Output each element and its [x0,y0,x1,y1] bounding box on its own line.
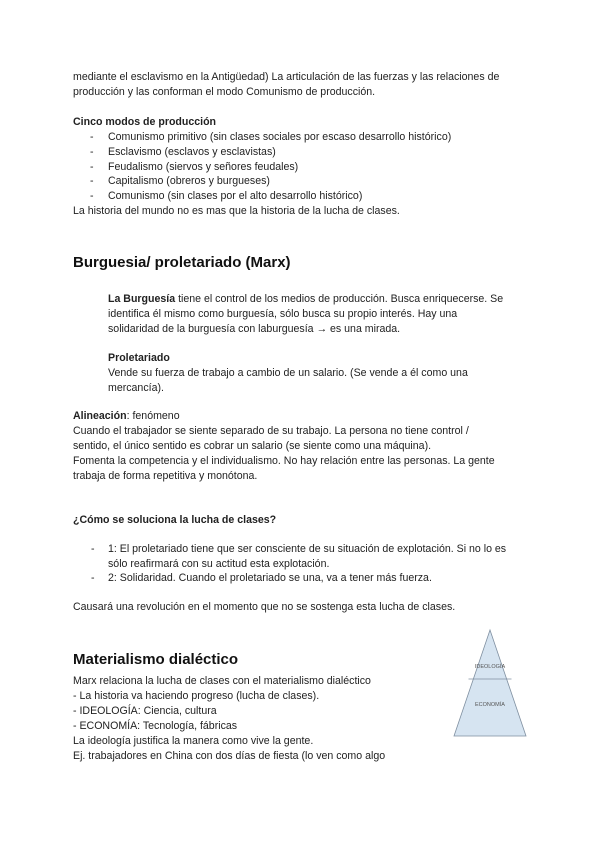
alienacion-rest: : fenómeno [126,410,180,422]
modes-list [90,130,530,204]
materialismo-line-1: Marx relaciona la lucha de clases con el materialismo dialéctico [73,675,371,687]
materialismo-line-4: - ECONOMÍA: Tecnología, fábricas [73,720,238,732]
alienacion-line-3: Fomenta la competencia y el individualismo. No hay relación entre las personas. La gente [73,455,495,467]
section-heading-burguesia: Burguesia/ proletariado (Marx) [73,254,291,271]
alienacion-line-4: trabaja de forma repetitiva y monótona. [73,470,258,482]
materialismo-line-5: La ideología justifica la manera como vive la gente. [73,735,314,747]
pyramid-shape [454,630,526,736]
list-item [90,174,530,189]
solution-marker-2: - [91,572,95,584]
modes-conclusion: La historia del mundo no es mas que la historia de la lucha de clases. [73,205,400,217]
list-item [90,130,530,145]
materialismo-paragraph [73,674,443,764]
list-marker: - [90,160,94,173]
burguesia-line-1-text: tiene el control de los medios de producción. Busca enriquecerse. Se [178,293,504,305]
alienacion-line-1: Cuando el trabajador se siente separado de su trabajo. La persona no tiene control / [73,425,469,437]
mode-item-text: Capitalismo (obreros y burgueses) [108,175,270,188]
list-marker: - [90,190,94,203]
intro-paragraph [73,70,528,100]
proletariado-paragraph [108,366,526,396]
solution-item-1 [108,542,528,572]
burguesia-line-2: identifica él mismo como burguesía, sólo busca su propio interés. Hay una [108,308,458,320]
mode-item-text: Feudalismo (siervos y señores feudales) [108,160,299,173]
intro-line-1: mediante el esclavismo en la Antigüedad) La articulación de las fuerzas y las relaciones de [73,71,500,83]
list-item [90,160,530,175]
proletariado-line-2: mercancía). [108,382,164,394]
alienacion-paragraph [73,424,528,484]
modes-title: Cinco modos de producción [73,116,217,128]
list-marker: - [90,175,94,188]
solution-marker-1: - [91,543,95,555]
ideology-economy-pyramid [452,628,528,738]
list-item [90,145,530,160]
burguesia-line-3: solidaridad de la burguesía con laburguesía → es una mirada. [108,323,401,335]
materialismo-line-2: - La historia va haciendo progreso (lucha de clases). [73,690,320,702]
solution-item-1-line-1: 1: El proletariado tiene que ser consciente de su situación de explotación. Si no lo es [108,543,507,555]
materialismo-line-3: - IDEOLOGÍA: Ciencia, cultura [73,705,217,717]
list-marker: - [90,145,94,158]
section-heading-materialismo: Materialismo dialéctico [73,651,239,668]
solution-question: ¿Cómo se soluciona la lucha de clases? [73,514,277,526]
solution-conclusion: Causará una revolución en el momento que no se sostenga esta lucha de clases. [73,601,456,613]
proletariado-line-1: Vende su fuerza de trabajo a cambio de un salario. (Se vende a él como una [108,367,468,379]
list-item [90,189,530,204]
burguesia-line-1 [108,292,526,307]
pyramid-top-label: IDEOLOGÍA [474,664,506,670]
mode-item-text: Comunismo primitivo (sin clases sociales por escaso desarrollo histórico) [108,131,452,143]
intro-line-2: producción y las conforman el modo Comunismo de producción. [73,86,376,98]
burguesia-term: La Burguesía [108,293,176,305]
solution-item-1-line-2: sólo reafirmará con su actitud esta explotación. [108,558,330,570]
pyramid-bottom-label: ECONOMÍA [475,702,505,708]
materialismo-line-6: Ej. trabajadores en China con dos días de fiesta (lo ven como algo [73,750,386,762]
list-marker: - [90,131,94,143]
mode-item-text: Comunismo (sin clases por el alto desarrollo histórico) [108,190,363,203]
mode-item-text: Esclavismo (esclavos y esclavistas) [108,145,276,158]
proletariado-title: Proletariado [108,352,170,364]
alienacion-heading [73,409,180,424]
alienacion-term: Alineación [73,410,127,422]
burguesia-paragraph [108,292,526,337]
alienacion-line-2: sentido, el único sentido es cobrar un salario (se siente como una máquina). [73,440,432,452]
solution-item-2: 2: Solidaridad. Cuando el proletariado se una, va a tener más fuerza. [108,572,432,584]
